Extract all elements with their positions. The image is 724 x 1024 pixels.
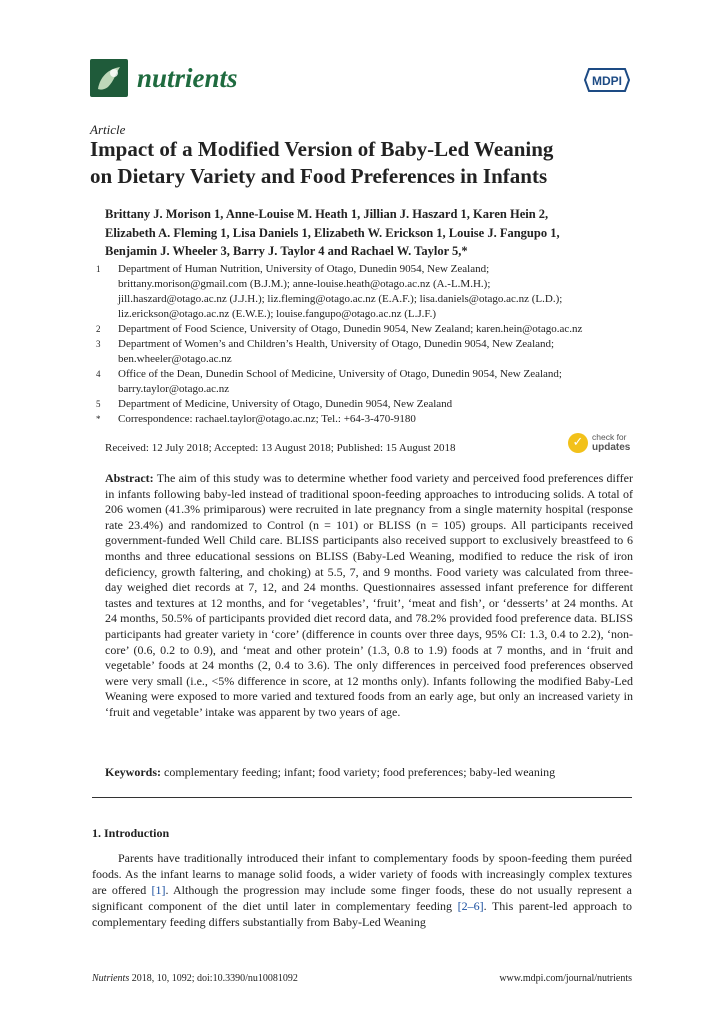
check-for-updates-badge[interactable]: ✓ check for updates: [568, 432, 636, 458]
reference-link[interactable]: [2–6]: [457, 899, 484, 913]
keywords-label: Keywords:: [105, 765, 161, 779]
keywords-text: complementary feeding; infant; food variety; food preferences; baby-led weaning: [164, 765, 556, 779]
affiliation-item: [96, 367, 641, 397]
affiliation-mark: 1: [96, 264, 101, 274]
affiliation-text: [118, 322, 641, 337]
affiliation-line: jill.haszard@otago.ac.nz (J.J.H.); liz.fleming@otago.ac.nz (E.A.F.); lisa.daniels@otago.ac.nz (L.D.);: [118, 293, 563, 305]
affiliation-item: [96, 322, 641, 337]
affiliation-text: [118, 262, 641, 322]
affiliations: [96, 262, 641, 427]
article-type: Article: [90, 122, 126, 137]
abstract-label: Abstract:: [105, 471, 154, 485]
publication-dates: Received: 12 July 2018; Accepted: 13 August 2018; Published: 15 August 2018: [105, 442, 456, 454]
publisher-logo: MDPI: [583, 65, 631, 95]
author-list: [105, 205, 645, 261]
section-heading: 1. Introduction: [92, 826, 170, 840]
affiliation-text: [118, 337, 641, 367]
affiliation-line: Department of Human Nutrition, University of Otago, Dunedin 9054, New Zealand;: [118, 263, 490, 275]
journal-logo-icon: [90, 59, 128, 97]
introduction-paragraph: Parents have traditionally introduced their infant to complementary foods by spoon-feeding them puréed foods. As the infant learns to manage solid foods, a wider variety of foods with increasingly complex textures are offered [1]. Although the progression may include some finger foods, these do not usually represent a significant component of the diet until later in complementary feeding [2–6]. This parent-led approach to complementary feeding differs substantially from Baby-Led Weaning: [92, 851, 632, 929]
affiliation-mark: *: [96, 414, 101, 424]
author-line: Benjamin J. Wheeler 3, Barry J. Taylor 4 and Rachael W. Taylor 5,*: [105, 244, 468, 258]
affiliation-mark: 4: [96, 369, 101, 379]
author-line: Brittany J. Morison 1, Anne-Louise M. Heath 1, Jillian J. Haszard 1, Karen Hein 2,: [105, 207, 549, 221]
check-icon: ✓: [568, 433, 588, 453]
affiliation-line: Office of the Dean, Dunedin School of Medicine, University of Otago, Dunedin 9054, New Zealand;: [118, 368, 562, 380]
journal-url[interactable]: www.mdpi.com/journal/nutrients: [499, 973, 632, 984]
affiliation-item: [96, 412, 641, 427]
affiliation-line: Department of Women’s and Children’s Health, University of Otago, Dunedin 9054, New Zealand;: [118, 338, 555, 350]
abstract: [105, 471, 633, 721]
divider: [92, 797, 632, 798]
affiliation-item: [96, 397, 641, 412]
citation-footer: Nutrients 2018, 10, 1092; doi:10.3390/nu10081092: [92, 973, 298, 984]
affiliation-item: [96, 337, 641, 367]
affiliation-line: barry.taylor@otago.ac.nz: [118, 383, 230, 395]
affiliation-line: ben.wheeler@otago.ac.nz: [118, 353, 232, 365]
abstract-text: The aim of this study was to determine whether food variety and perceived food preferences differ in infants following baby-led instead of traditional spoon-feeding approaches to introducing solids. A total of 206 women (41.3% primiparous) were recruited in late pregnancy from a single maternity hospital (response rate 23.4%) and randomized to Control (n = 101) or BLISS (n = 105) groups. All participants received government-funded Well Child care. BLISS participants also received support to exclusively breastfeed to 6 months and three educational sessions on BLISS (Baby-Led Weaning, modified to reduce the risk of iron deficiency, growth faltering, and choking) at 5.5, 7, and 9 months. Food variety was calculated from three-day weighed diet records at 7, 12, and 24 months. Questionnaires assessed infant preference for different tastes and textures at 12 months, and for ‘vegetables’, ‘fruit’, ‘meat and fish’, or ‘desserts’ at 24 months. At 24 months, 50.5% of participants provided diet record data, and 78.2% provided food preference data. BLISS participants had greater variety in ‘core’ (difference in counts over three days, 95% CI: 1.3, 0.4 to 2.2), ‘non-core’ (0.6, 0.2 to 0.9), and ‘meat and other protein’ (1.3, 0.8 to 1.9) foods at 7 months, and in ‘fruit and vegetable’ foods at 24 months (2, 0.4 to 3.6). The only differences in perceived food preferences observed were very small (i.e., <5% difference in score, at 12 months only). Infants following the modified Baby-Led Weaning were exposed to more varied and textured foods from an early age, but only an increased variety in ‘fruit and vegetable’ intake was apparent by two years of age.: [105, 471, 633, 719]
affiliation-line: Correspondence: rachael.taylor@otago.ac.nz; Tel.: +64-3-470-9180: [118, 413, 416, 425]
affiliation-text: [118, 367, 641, 397]
affiliation-line: liz.erickson@otago.ac.nz (E.W.E.); louise.fangupo@otago.ac.nz (L.J.F.): [118, 308, 437, 320]
affiliation-mark: 2: [96, 324, 101, 334]
affiliation-text: [118, 397, 641, 412]
paper-title: Impact of a Modified Version of Baby-Led Weaning on Dietary Variety and Food Preferences in Infants: [90, 137, 554, 188]
journal-name: nutrients: [137, 63, 238, 93]
affiliation-text: [118, 412, 641, 427]
affiliation-line: brittany.morison@gmail.com (B.J.M.); anne-louise.heath@otago.ac.nz (A.-L.M.H.);: [118, 278, 491, 290]
affiliation-line: Department of Medicine, University of Otago, Dunedin 9054, New Zealand: [118, 398, 453, 410]
affiliation-item: [96, 262, 641, 322]
affiliation-mark: 5: [96, 399, 101, 409]
affiliation-mark: 3: [96, 339, 101, 349]
reference-link[interactable]: [1]: [151, 883, 166, 897]
keywords: [105, 765, 633, 780]
affiliation-line: Department of Food Science, University of Otago, Dunedin 9054, New Zealand; karen.hein@otago.ac.nz: [118, 323, 583, 335]
author-line: Elizabeth A. Fleming 1, Lisa Daniels 1, Elizabeth W. Erickson 1, Louise J. Fangupo 1,: [105, 225, 560, 240]
